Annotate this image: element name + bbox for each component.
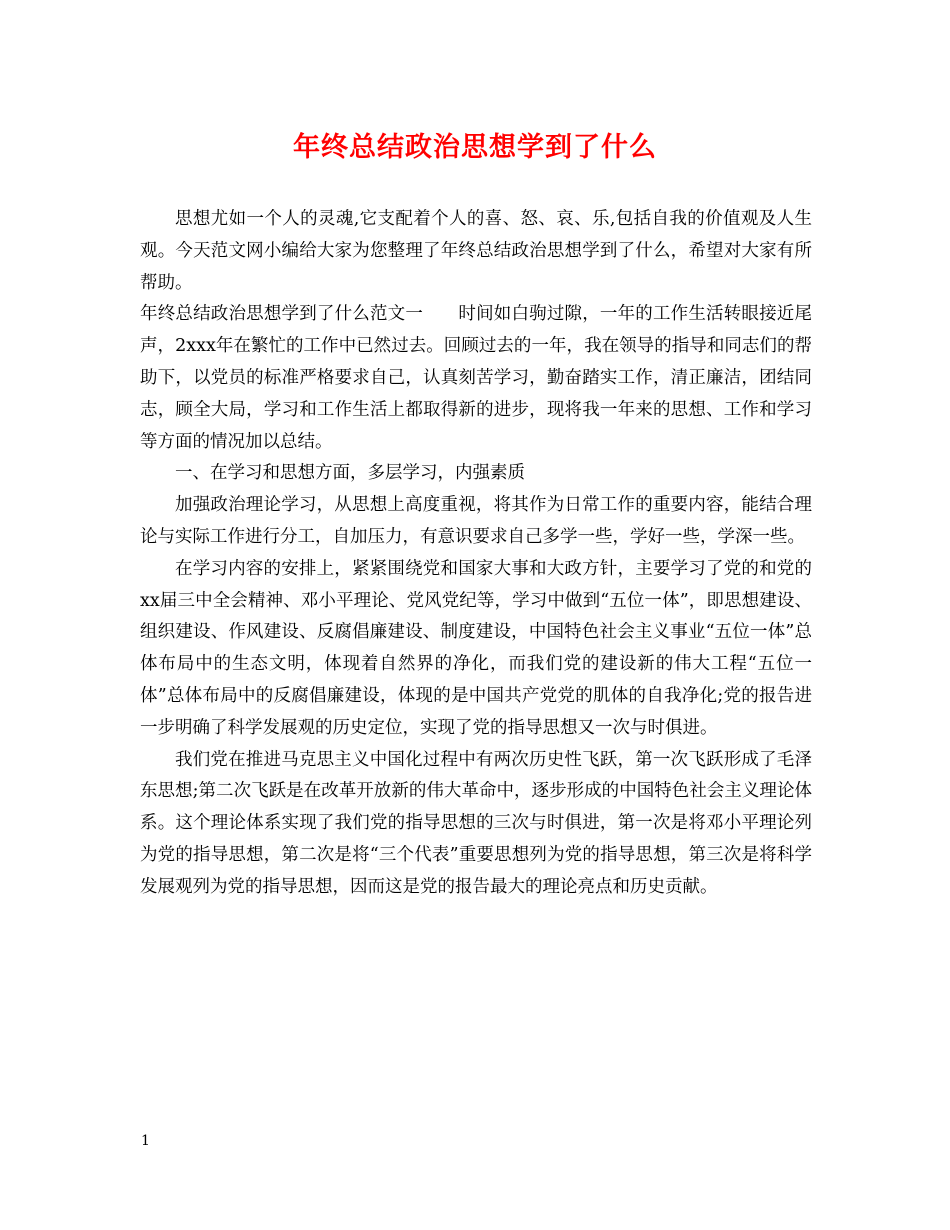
section-heading: 一、在学习和思想方面，多层学习，内强素质 bbox=[175, 463, 525, 484]
intro-paragraph: 思想尤如一个人的灵魂,它支配着个人的喜、怒、哀、乐,包括自我的价值观及人生观。今天范文网小编给大家为您整理了年终总结政治思想学到了什么，希望对大家有所帮助。 bbox=[140, 209, 812, 293]
document-title: 年终总结政治思想学到了什么 bbox=[293, 132, 657, 163]
history-leap-paragraph: 我们党在推进马克思主义中国化过程中有两次历史性飞跃，第一次飞跃形成了毛泽东思想;第二次飞跃是在改革开放新的伟大革命中，逐步形成的中国特色社会主义理论体系。这个理论体系实现了我们党的指导思想的三次与时俱进，第一次是将邓小平理论列为党的指导思想，第二次是将“三个代表”重要思想列为党的指导思想，第三次是将科学发展观列为党的指导思想，因而这是党的报告最大的理论亮点和历史贡献。 bbox=[140, 749, 812, 897]
page-number: 1 bbox=[141, 1133, 150, 1149]
document-body bbox=[140, 204, 812, 904]
sample-one-paragraph: 年终总结政治思想学到了什么范文一 时间如白驹过隙，一年的工作生活转眼接近尾声，2xxx年在繁忙的工作中已然过去。回顾过去的一年，我在领导的指导和同志们的帮助下，以党员的标准严格要求自己，认真刻苦学习，勤奋踏实工作，清正廉洁，团结同志，顾全大局，学习和工作生活上都取得新的进步，现将我一年来的思想、工作和学习等方面的情况加以总结。 bbox=[140, 304, 812, 452]
theory-study-paragraph: 加强政治理论学习，从思想上高度重视，将其作为日常工作的重要内容，能结合理论与实际工作进行分工，自加压力，有意识要求自己多学一些，学好一些，学深一些。 bbox=[140, 495, 812, 547]
study-content-paragraph: 在学习内容的安排上，紧紧围绕党和国家大事和大政方针，主要学习了党的和党的xx届三中全会精神、邓小平理论、党风党纪等，学习中做到“五位一体”，即思想建设、组织建设、作风建设、反腐倡廉建设、制度建设，中国特色社会主义事业“五位一体”总体布局中的生态文明，体现着自然界的净化，而我们党的建设新的伟大工程“五位一体”总体布局中的反腐倡廉建设，体现的是中国共产党党的肌体的自我净化;党的报告进一步明确了科学发展观的历史定位，实现了党的指导思想又一次与时俱进。 bbox=[140, 558, 812, 738]
